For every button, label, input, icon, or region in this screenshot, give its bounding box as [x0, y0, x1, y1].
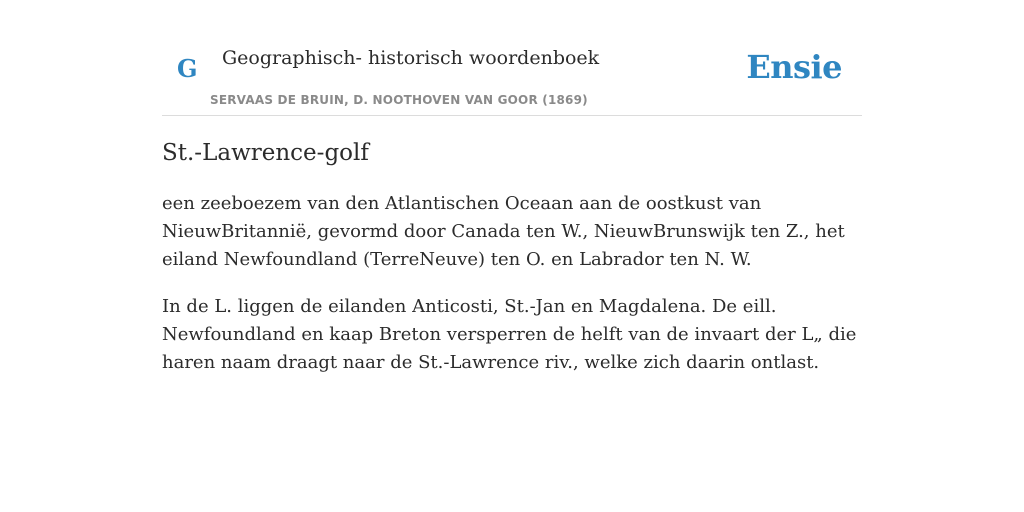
book-title[interactable]: Geographisch- historisch woordenboek	[222, 47, 600, 69]
book-letter-link[interactable]: G	[177, 54, 198, 83]
page-header	[162, 36, 862, 116]
book-authors: SERVAAS DE BRUIN, D. NOOTHOVEN VAN GOOR (1869)	[210, 93, 588, 107]
entry-title: St.-Lawrence-golf	[162, 140, 369, 166]
entry-paragraph: In de L. liggen de eilanden Anticosti, St.-Jan en Magdalena. De eill. Newfoundland en kaap Breton versperren de helft van de invaart der L„ die haren naam draagt naar de St.-Lawrence riv., welke zich daarin ontlast.	[162, 295, 857, 373]
ensie-logo[interactable]: Ensie	[746, 48, 842, 86]
entry-paragraph: een zeeboezem van den Atlantischen Oceaan aan de oostkust van NieuwBritannië, gevormd door Canada ten W., NieuwBrunswijk ten Z., het eiland Newfoundland (TerreNeuve) ten O. en Labrador ten N. W.	[162, 192, 845, 270]
entry-content	[162, 140, 862, 396]
